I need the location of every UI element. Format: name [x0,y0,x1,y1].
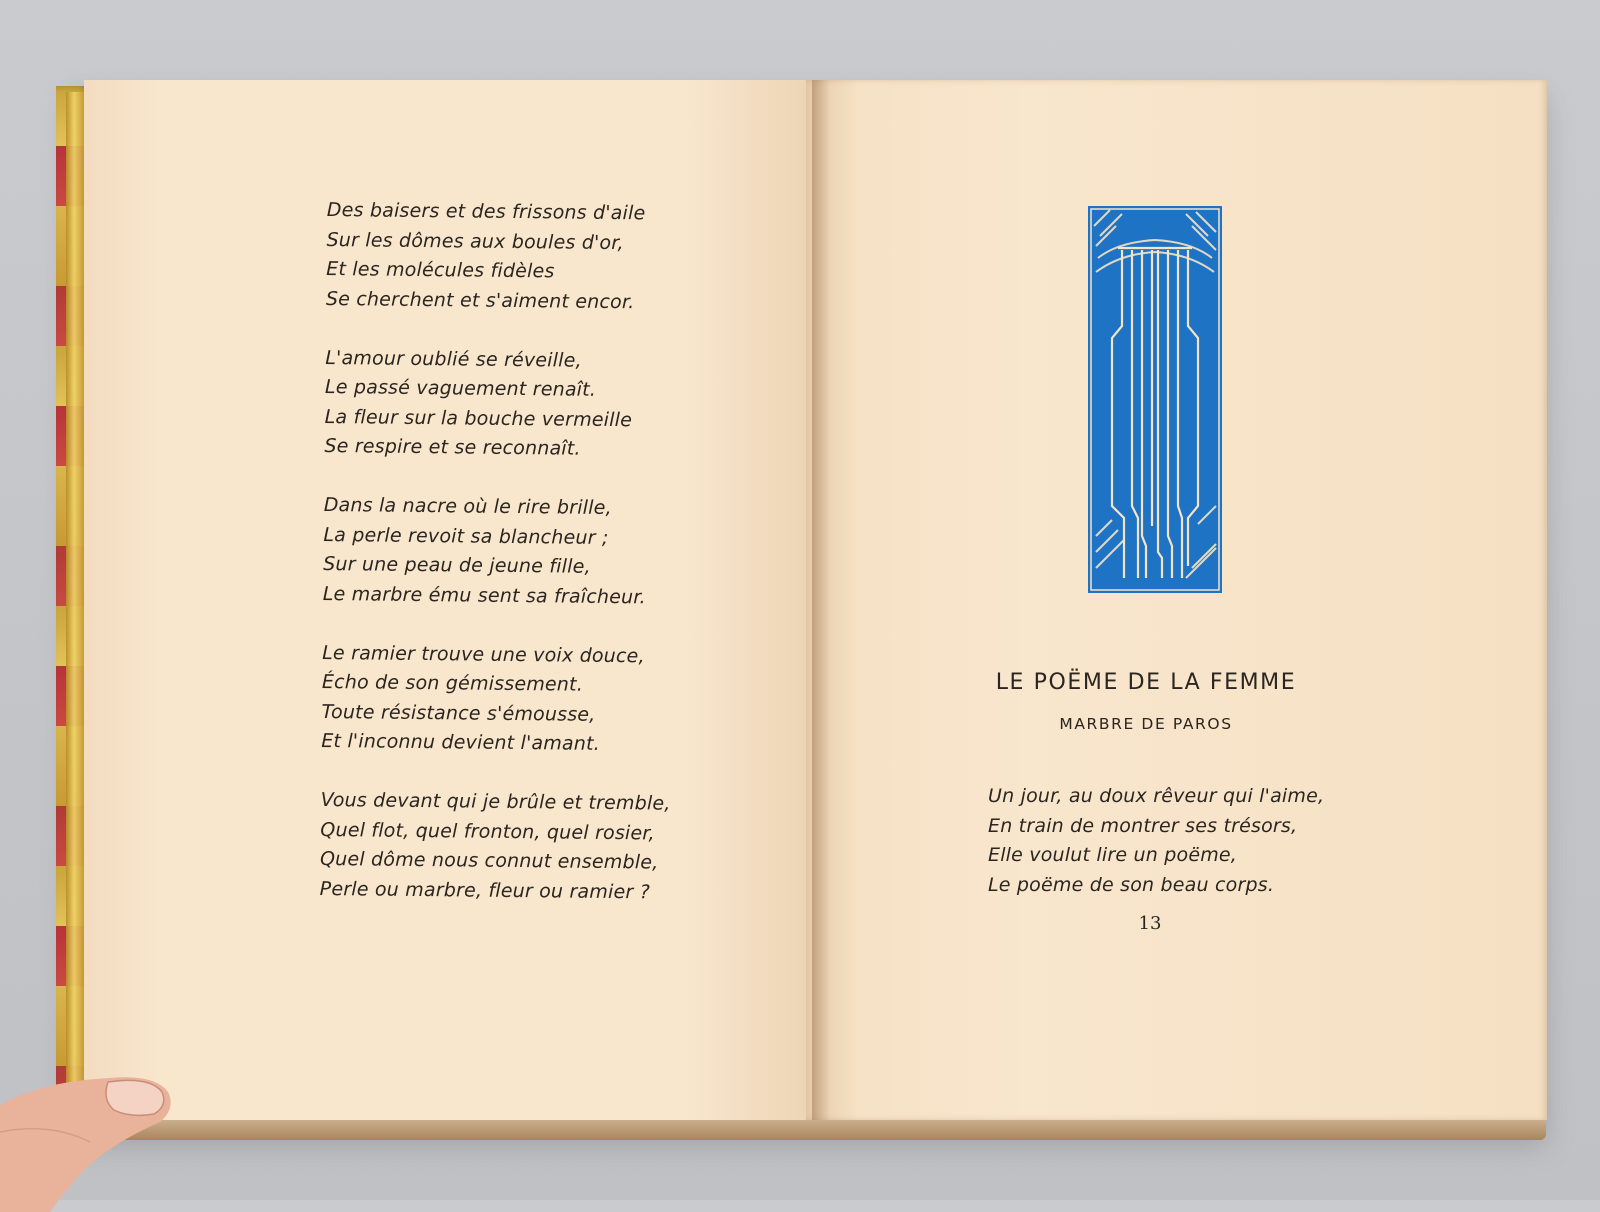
poem-line: Se respire et se reconnaît. [324,434,581,460]
page-number: 13 [1138,913,1162,934]
poem-line: Quel flot, quel fronton, quel rosier, [320,818,655,844]
poem-subtitle: MARBRE DE PAROS [1059,715,1233,733]
poem-line: La perle revoit sa blancheur ; [323,523,609,549]
poem-line: Perle ou marbre, fleur ou ramier ? [319,877,651,903]
gilt-page-edge [66,92,84,1132]
draped-column-woodcut-icon [1088,206,1222,593]
poem-line: Toute résistance s'émousse, [321,700,596,726]
stanza-gap [321,756,671,789]
stanza-gap [324,461,674,494]
poem-title: LE POËME DE LA FEMME [995,670,1297,695]
poem-line: Sur les dômes aux boules d'or, [326,228,624,254]
poem-line: Le ramier trouve une voix douce, [322,641,645,667]
poem-line: Elle voulut lire un poëme, [988,844,1238,866]
book-gutter [812,80,830,1120]
poem-line: Et l'inconnu devient l'amant. [321,729,601,755]
poem-line: En train de montrer ses trésors, [988,814,1298,837]
poem-line: Sur une peau de jeune fille, [323,552,591,578]
poem-line: Dans la nacre où le rire brille, [323,493,612,519]
poem-line: Le poëme de son beau corps. [988,873,1275,896]
poem-line: Écho de son gémissement. [321,670,584,696]
poem-line: Un jour, au doux rêveur qui l'aime, [988,785,1325,807]
stanza-gap [322,609,672,642]
left-page-poem [320,196,677,908]
finger-holding-page-icon [0,1052,200,1212]
poem-line: Quel dôme nous connut ensemble, [319,847,659,874]
poem-line: Se cherchent et s'aiment encor. [325,287,635,313]
poem-line: Vous devant qui je brûle et tremble, [320,788,671,815]
book-bottom-edge [86,1118,1546,1140]
poem-line: L'amour oublié se réveille, [325,346,582,372]
stanza-gap [325,314,675,347]
right-page-poem [988,782,1324,900]
poem-line: Et les molécules fidèles [326,257,555,283]
poem-line: Des baisers et des frissons d'aile [326,198,646,225]
poem-line: Le passé vaguement renaît. [324,375,597,401]
poem-line: La fleur sur la bouche vermeille [324,405,633,431]
poem-line: Le marbre ému sent sa fraîcheur. [322,582,646,608]
